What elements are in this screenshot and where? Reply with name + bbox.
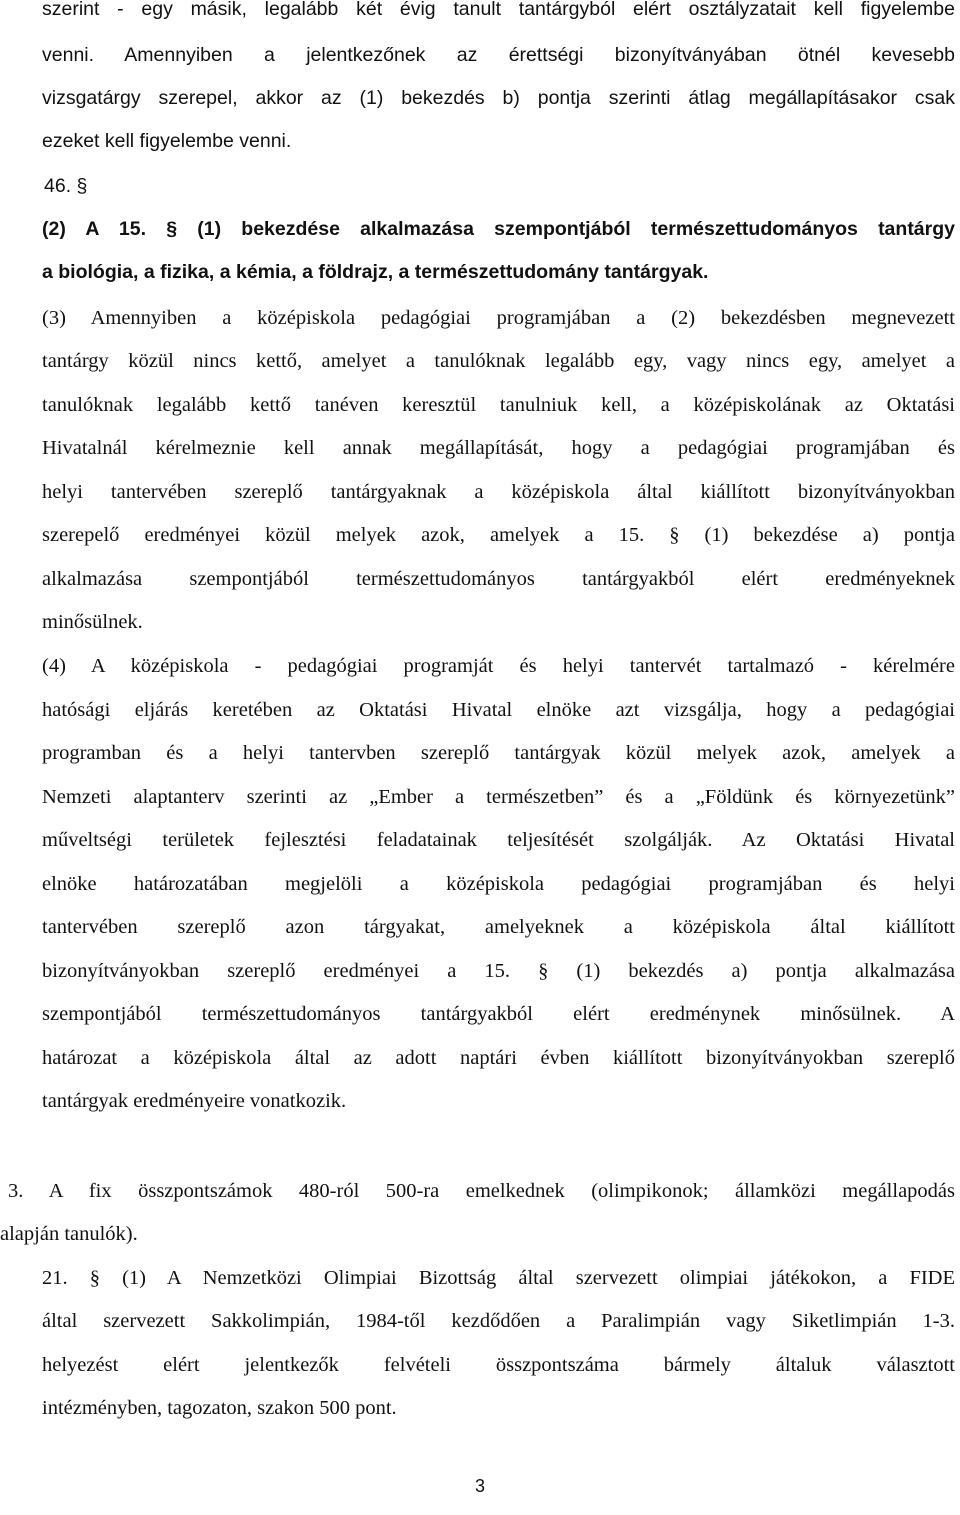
text-line: helyi tantervében szereplő tantárgyaknak a középiskola által kiállított bizonyítványokban (42, 481, 955, 503)
text-line: által szervezett Sakkolimpián, 1984-től kezdődően a Paralimpián vagy Siketlimpián 1-3. (42, 1310, 955, 1332)
text-line: műveltségi területek fejlesztési feladatainak teljesítését szolgálják. Az Oktatási Hivatal (42, 829, 955, 851)
text-line: (2) A 15. § (1) bekezdése alkalmazása szempontjából természettudományos tantárgy (42, 218, 955, 240)
text-line: tanulóknak legalább kettő tanéven keresztül tanulniuk kell, a középiskolának az Oktatási (42, 394, 955, 416)
list-item-3: 3. A fix összpontszámok 480-ról 500-ra emelkednek (olimpikonok; államközi megállapodás (8, 1180, 955, 1202)
text-line: tantervében szereplő azon tárgyakat, amelyeknek a középiskola által kiállított (42, 916, 955, 938)
text-line: alkalmazása szempontjából természettudományos tantárgyakból elért eredményeknek (42, 568, 955, 590)
text-line: venni. Amennyiben a jelentkezőnek az érettségi bizonyítványában ötnél kevesebb (42, 44, 955, 66)
text-line: tantárgyak eredményeire vonatkozik. (42, 1090, 347, 1112)
text-line: szerepelő eredményei közül melyek azok, amelyek a 15. § (1) bekezdése a) pontja (42, 524, 955, 546)
text-line: programban és a helyi tantervben szereplő tantárgyak közül melyek azok, amelyek a (42, 742, 955, 764)
text-line: helyezést elért jelentkezők felvételi összpontszáma bármely általuk választott (42, 1354, 955, 1376)
text-line: határozat a középiskola által az adott naptári évben kiállított bizonyítványokban szereplő (42, 1047, 955, 1069)
text-line: minősülnek. (42, 611, 143, 633)
text-line: Hivatalnál kérelmeznie kell annak megállapítását, hogy a pedagógiai programjában és (42, 437, 955, 459)
page-number: 3 (474, 1476, 485, 1496)
text-line: hatósági eljárás keretében az Oktatási Hivatal elnöke azt vizsgálja, hogy a pedagógiai (42, 699, 955, 721)
text-line: vizsgatárgy szerepel, akkor az (1) bekezdés b) pontja szerinti átlag megállapításakor csak (42, 87, 955, 109)
text-line: elnöke határozatában megjelöli a középiskola pedagógiai programjában és helyi (42, 873, 955, 895)
text-line: szempontjából természettudományos tantárgyakból elért eredménynek minősülnek. A (42, 1003, 955, 1025)
text-line: tantárgy közül nincs kettő, amelyet a tanulóknak legalább egy, vagy nincs egy, amelyet a (42, 350, 955, 372)
text-line: a biológia, a fizika, a kémia, a földrajz, a természettudomány tantárgyak. (42, 261, 709, 283)
text-line: szerint - egy másik, legalább két évig tanult tantárgyból elért osztályzatait kell figyelembe (42, 0, 955, 20)
text-line: bizonyítványokban szereplő eredményei a 15. § (1) bekezdés a) pontja alkalmazása (42, 960, 955, 982)
text-line: alapján tanulók). (0, 1223, 138, 1245)
text-line: intézményben, tagozaton, szakon 500 pont. (42, 1397, 397, 1419)
text-line: Nemzeti alaptanterv szerinti az „Ember a természetben” és a „Földünk és környezetünk” (42, 786, 955, 808)
text-line: 21. § (1) A Nemzetközi Olimpiai Bizottság által szervezett olimpiai játékokon, a FIDE (42, 1267, 955, 1289)
text-line: ezeket kell figyelembe venni. (42, 130, 292, 152)
text-line: (4) A középiskola - pedagógiai programját és helyi tantervét tartalmazó - kérelmére (42, 655, 955, 677)
text-line: (3) Amennyiben a középiskola pedagógiai programjában a (2) bekezdésben megnevezett (42, 307, 955, 329)
section-heading: 46. § (44, 175, 88, 197)
